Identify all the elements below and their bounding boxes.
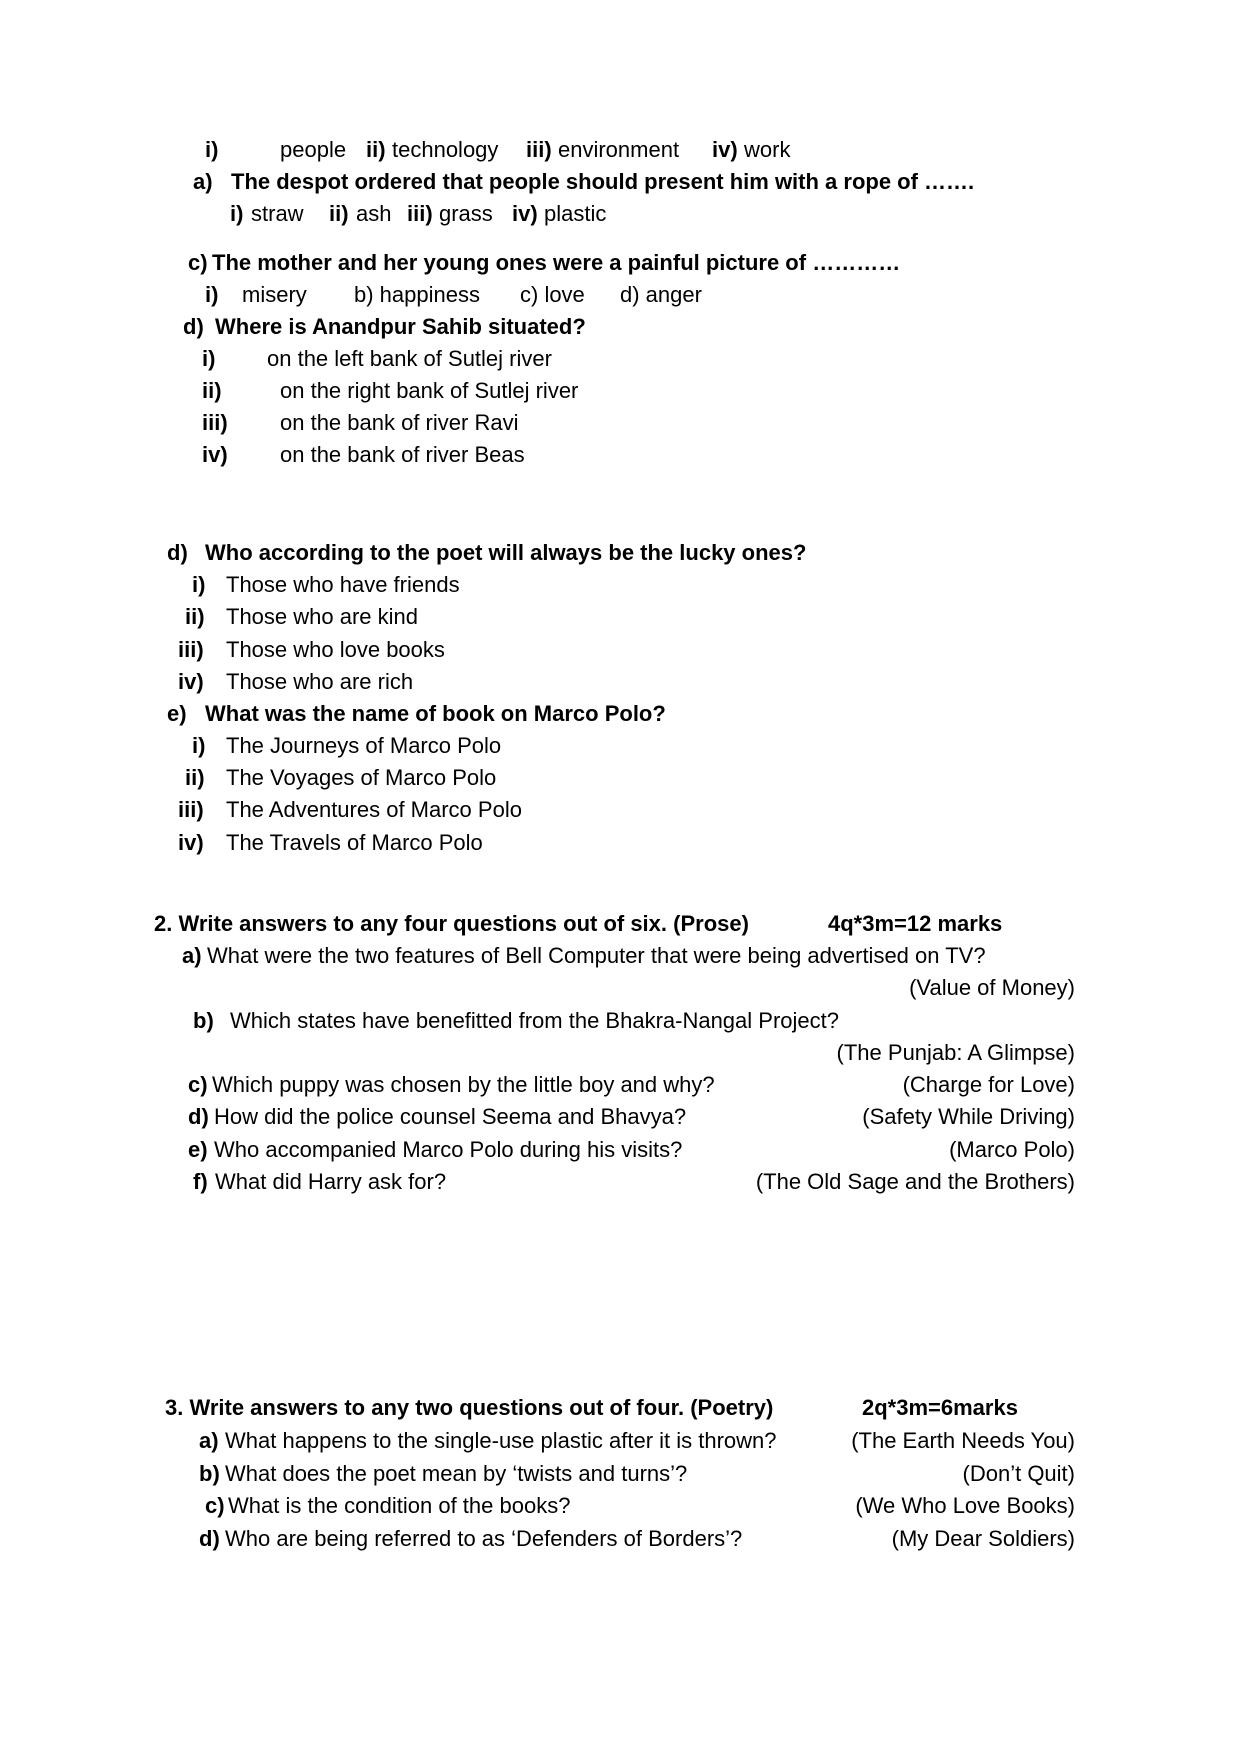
opt-text: ash	[356, 201, 392, 226]
item-row	[0, 1526, 1075, 1552]
item-number: b)	[193, 1008, 214, 1033]
item-text: What happens to the single-use plastic after it is thrown?	[225, 1428, 777, 1453]
item-text: Who accompanied Marco Polo during his visits?	[214, 1137, 683, 1162]
opt-text: plastic	[544, 201, 607, 226]
opt-text: misery	[242, 282, 307, 307]
opt-text: The Voyages of Marco Polo	[226, 765, 497, 790]
item-number: b)	[199, 1461, 220, 1486]
opt-num: iii)	[526, 137, 552, 162]
opt-text: The Adventures of Marco Polo	[226, 797, 522, 822]
opt-text: The Travels of Marco Polo	[226, 830, 483, 855]
opt-text: work	[744, 137, 791, 162]
opt-text: environment	[558, 137, 680, 162]
item-text: What were the two features of Bell Computer that were being advertised on TV?	[207, 943, 986, 968]
item-row	[0, 1169, 1075, 1195]
question-number: d)	[167, 540, 188, 565]
opt-num: ii)	[366, 137, 386, 162]
opt-num: ii)	[329, 201, 349, 226]
item-number: c)	[205, 1493, 225, 1518]
item-source: (Charge for Love)	[902, 1072, 1075, 1097]
item-text: Which puppy was chosen by the little boy and why?	[212, 1072, 715, 1097]
section-heading: 2. Write answers to any four questions out of six. (Prose)	[154, 911, 749, 936]
item-source: (The Punjab: A Glimpse)	[836, 1040, 1075, 1065]
item-text: What did Harry ask for?	[215, 1169, 447, 1194]
opt-num: ii)	[185, 604, 205, 629]
opt-num: iii)	[202, 410, 228, 435]
item-source-row	[0, 975, 1075, 1001]
item-row	[0, 1104, 1075, 1130]
item-number: e)	[188, 1137, 208, 1162]
question-number: a)	[193, 169, 213, 194]
opt-num: ii)	[202, 378, 222, 403]
opt-text: Those who have friends	[226, 572, 460, 597]
opt-text: b) happiness	[354, 282, 480, 307]
question-number: d)	[183, 314, 204, 339]
opt-num: ii)	[185, 765, 205, 790]
opt-text: technology	[392, 137, 499, 162]
section-marks: 2q*3m=6marks	[862, 1395, 1018, 1420]
opt-text: grass	[439, 201, 493, 226]
item-row	[0, 1493, 1075, 1519]
opt-num: i)	[230, 201, 244, 226]
opt-num: iii)	[407, 201, 433, 226]
item-source: (Value of Money)	[909, 975, 1075, 1000]
opt-text: straw	[251, 201, 304, 226]
item-source: (We Who Love Books)	[855, 1493, 1075, 1518]
item-source: (Safety While Driving)	[862, 1104, 1075, 1129]
item-row	[0, 1072, 1075, 1098]
section-marks: 4q*3m=12 marks	[828, 911, 1003, 936]
item-row	[0, 1428, 1075, 1454]
item-text: What does the poet mean by ‘twists and turns’?	[225, 1461, 688, 1486]
opt-num: iv)	[178, 669, 204, 694]
item-source: (Marco Polo)	[949, 1137, 1075, 1162]
item-text: Who are being referred to as ‘Defenders of Borders’?	[225, 1526, 743, 1551]
item-number: d)	[188, 1104, 209, 1129]
question-number: e)	[167, 701, 187, 726]
opt-num: i)	[205, 282, 219, 307]
question-text: The despot ordered that people should present him with a rope of …….	[231, 169, 975, 194]
opt-text: Those who are kind	[226, 604, 418, 629]
opt-text: c) love	[520, 282, 585, 307]
opt-num: i)	[205, 137, 219, 162]
item-number: a)	[199, 1428, 219, 1453]
question-text: What was the name of book on Marco Polo?	[205, 701, 666, 726]
opt-num: i)	[202, 346, 216, 371]
item-number: a)	[182, 943, 202, 968]
opt-num: iv)	[178, 830, 204, 855]
item-source: (The Earth Needs You)	[851, 1428, 1075, 1453]
opt-text: The Journeys of Marco Polo	[226, 733, 502, 758]
item-source: (Don’t Quit)	[962, 1461, 1075, 1486]
opt-text: on the left bank of Sutlej river	[267, 346, 552, 371]
opt-text: on the bank of river Ravi	[280, 410, 519, 435]
question-text: Where is Anandpur Sahib situated?	[215, 314, 586, 339]
question-text: The mother and her young ones were a painful picture of …………	[212, 250, 901, 275]
opt-text: Those who love books	[226, 637, 445, 662]
item-row	[0, 1461, 1075, 1487]
item-source-row	[0, 1040, 1075, 1066]
opt-num: iv)	[512, 201, 538, 226]
opt-num: iii)	[178, 797, 204, 822]
opt-text: people	[280, 137, 347, 162]
item-row	[0, 1137, 1075, 1163]
item-source: (The Old Sage and the Brothers)	[755, 1169, 1075, 1194]
section-heading: 3. Write answers to any two questions out of four. (Poetry)	[165, 1395, 774, 1420]
item-text: What is the condition of the books?	[228, 1493, 571, 1518]
opt-num: iv)	[202, 442, 228, 467]
item-text: How did the police counsel Seema and Bhavya?	[214, 1104, 687, 1129]
opt-num: iv)	[712, 137, 738, 162]
item-text: Which states have benefitted from the Bhakra-Nangal Project?	[230, 1008, 839, 1033]
opt-num: iii)	[178, 637, 204, 662]
item-source: (My Dear Soldiers)	[891, 1526, 1075, 1551]
question-number: c)	[188, 250, 208, 275]
question-text: Who according to the poet will always be the lucky ones?	[205, 540, 807, 565]
opt-text: on the bank of river Beas	[280, 442, 525, 467]
opt-text: on the right bank of Sutlej river	[280, 378, 579, 403]
item-number: d)	[199, 1526, 220, 1551]
opt-text: d) anger	[620, 282, 702, 307]
opt-num: i)	[192, 572, 206, 597]
opt-text: Those who are rich	[226, 669, 414, 694]
opt-num: i)	[192, 733, 206, 758]
item-number: c)	[188, 1072, 208, 1097]
item-number: f)	[193, 1169, 208, 1194]
